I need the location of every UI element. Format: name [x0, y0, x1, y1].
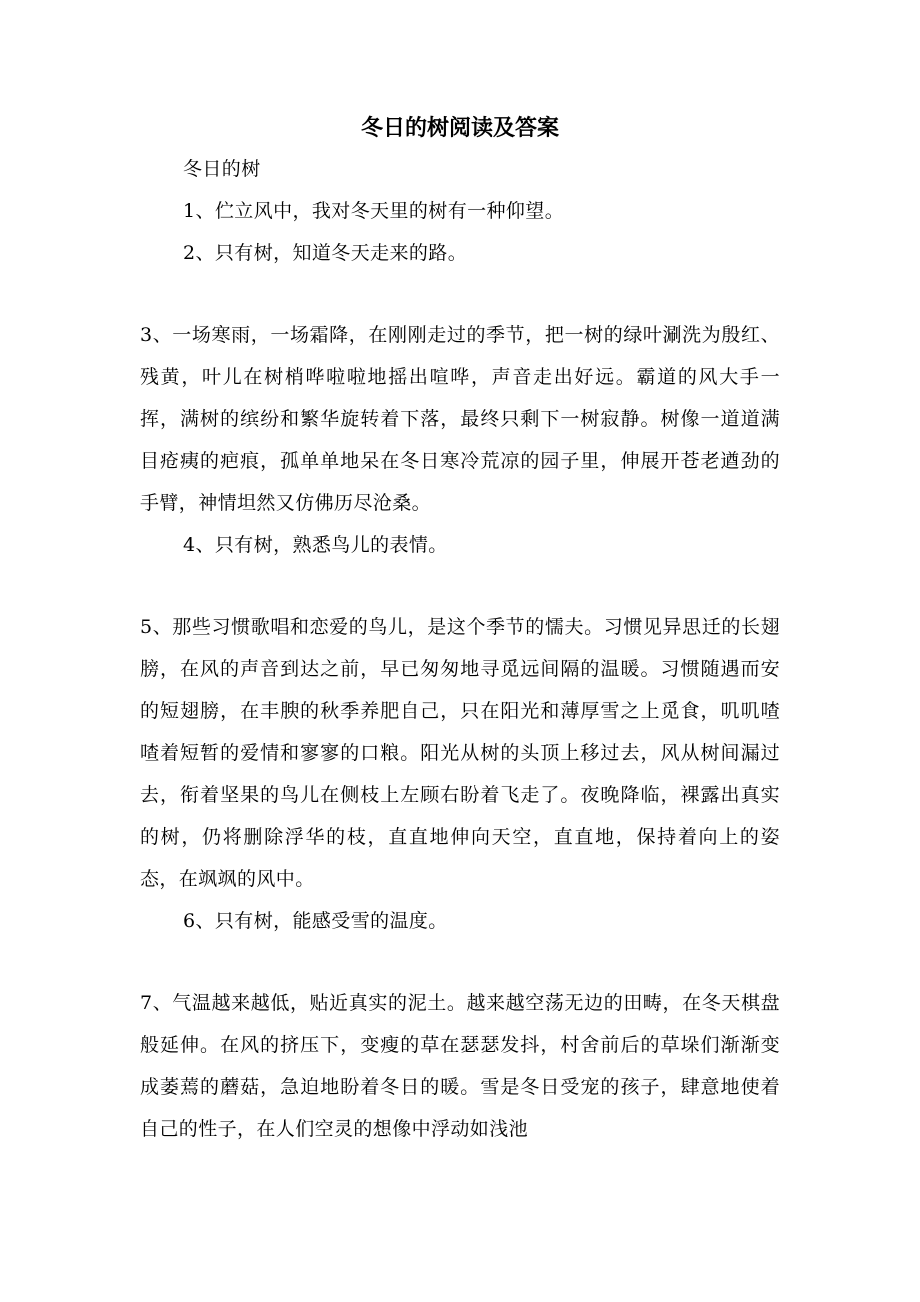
paragraph-6: 6、只有树，能感受雪的温度。 — [183, 910, 448, 932]
paragraph-5: 5、那些习惯歌唱和恋爱的鸟儿，是这个季节的懦夫。习惯见异思迁的长翅膀，在风的声音到达之前，早已匆匆地寻觅远间隔的温暖。习惯随遇而安的短翅膀，在丰腴的秋季养肥自己，只在阳光和薄厚雪之上觅食，叽叽喳喳着短暂的爱情和寥寥的口粮。阳光从树的头顶上移过去，风从树间漏过去，衔着坚果的鸟儿在侧枝上左顾右盼着飞走了。夜晚降临，裸露出真实的树，仍将删除浮华的枝，直直地伸向天空，直直地，保持着向上的姿态，在飒飒的风中。 — [140, 616, 780, 890]
paragraph-4: 4、只有树，熟悉鸟儿的表情。 — [183, 534, 448, 556]
paragraph-3: 3、一场寒雨，一场霜降，在刚刚走过的季节，把一树的绿叶涮洗为殷红、残黄，叶儿在树梢哗啦啦地摇出喧哗，声音走出好远。霸道的风大手一挥，满树的缤纷和繁华旋转着下落，最终只剩下一树寂静。树像一道道满目疮痍的疤痕，孤单单地呆在冬日寒冷荒凉的园子里，伸展开苍老遒劲的手臂，神情坦然又仿佛历尽沧桑。 — [140, 324, 780, 514]
document-title: 冬日的树阅读及答案 — [360, 115, 559, 141]
article-title: 冬日的树 — [183, 158, 261, 180]
paragraph-gap — [140, 274, 780, 314]
paragraph-gap — [140, 566, 780, 606]
paragraph-1: 1、伫立风中，我对冬天里的树有一种仰望。 — [183, 200, 565, 222]
paragraph-2: 2、只有树，知道冬天走来的路。 — [183, 242, 468, 264]
document-page — [140, 108, 780, 1150]
paragraph-7: 7、气温越来越低，贴近真实的泥土。越来越空荡无边的田畴，在冬天棋盘般延伸。在风的挤压下，变瘦的草在瑟瑟发抖，村舍前后的草垛们渐渐变成萎蔫的蘑菇，急迫地盼着冬日的暖。雪是冬日受宠的孩子，肆意地使着自己的性子，在人们空灵的想像中浮动如浅池 — [140, 992, 780, 1140]
paragraph-gap — [140, 942, 780, 982]
